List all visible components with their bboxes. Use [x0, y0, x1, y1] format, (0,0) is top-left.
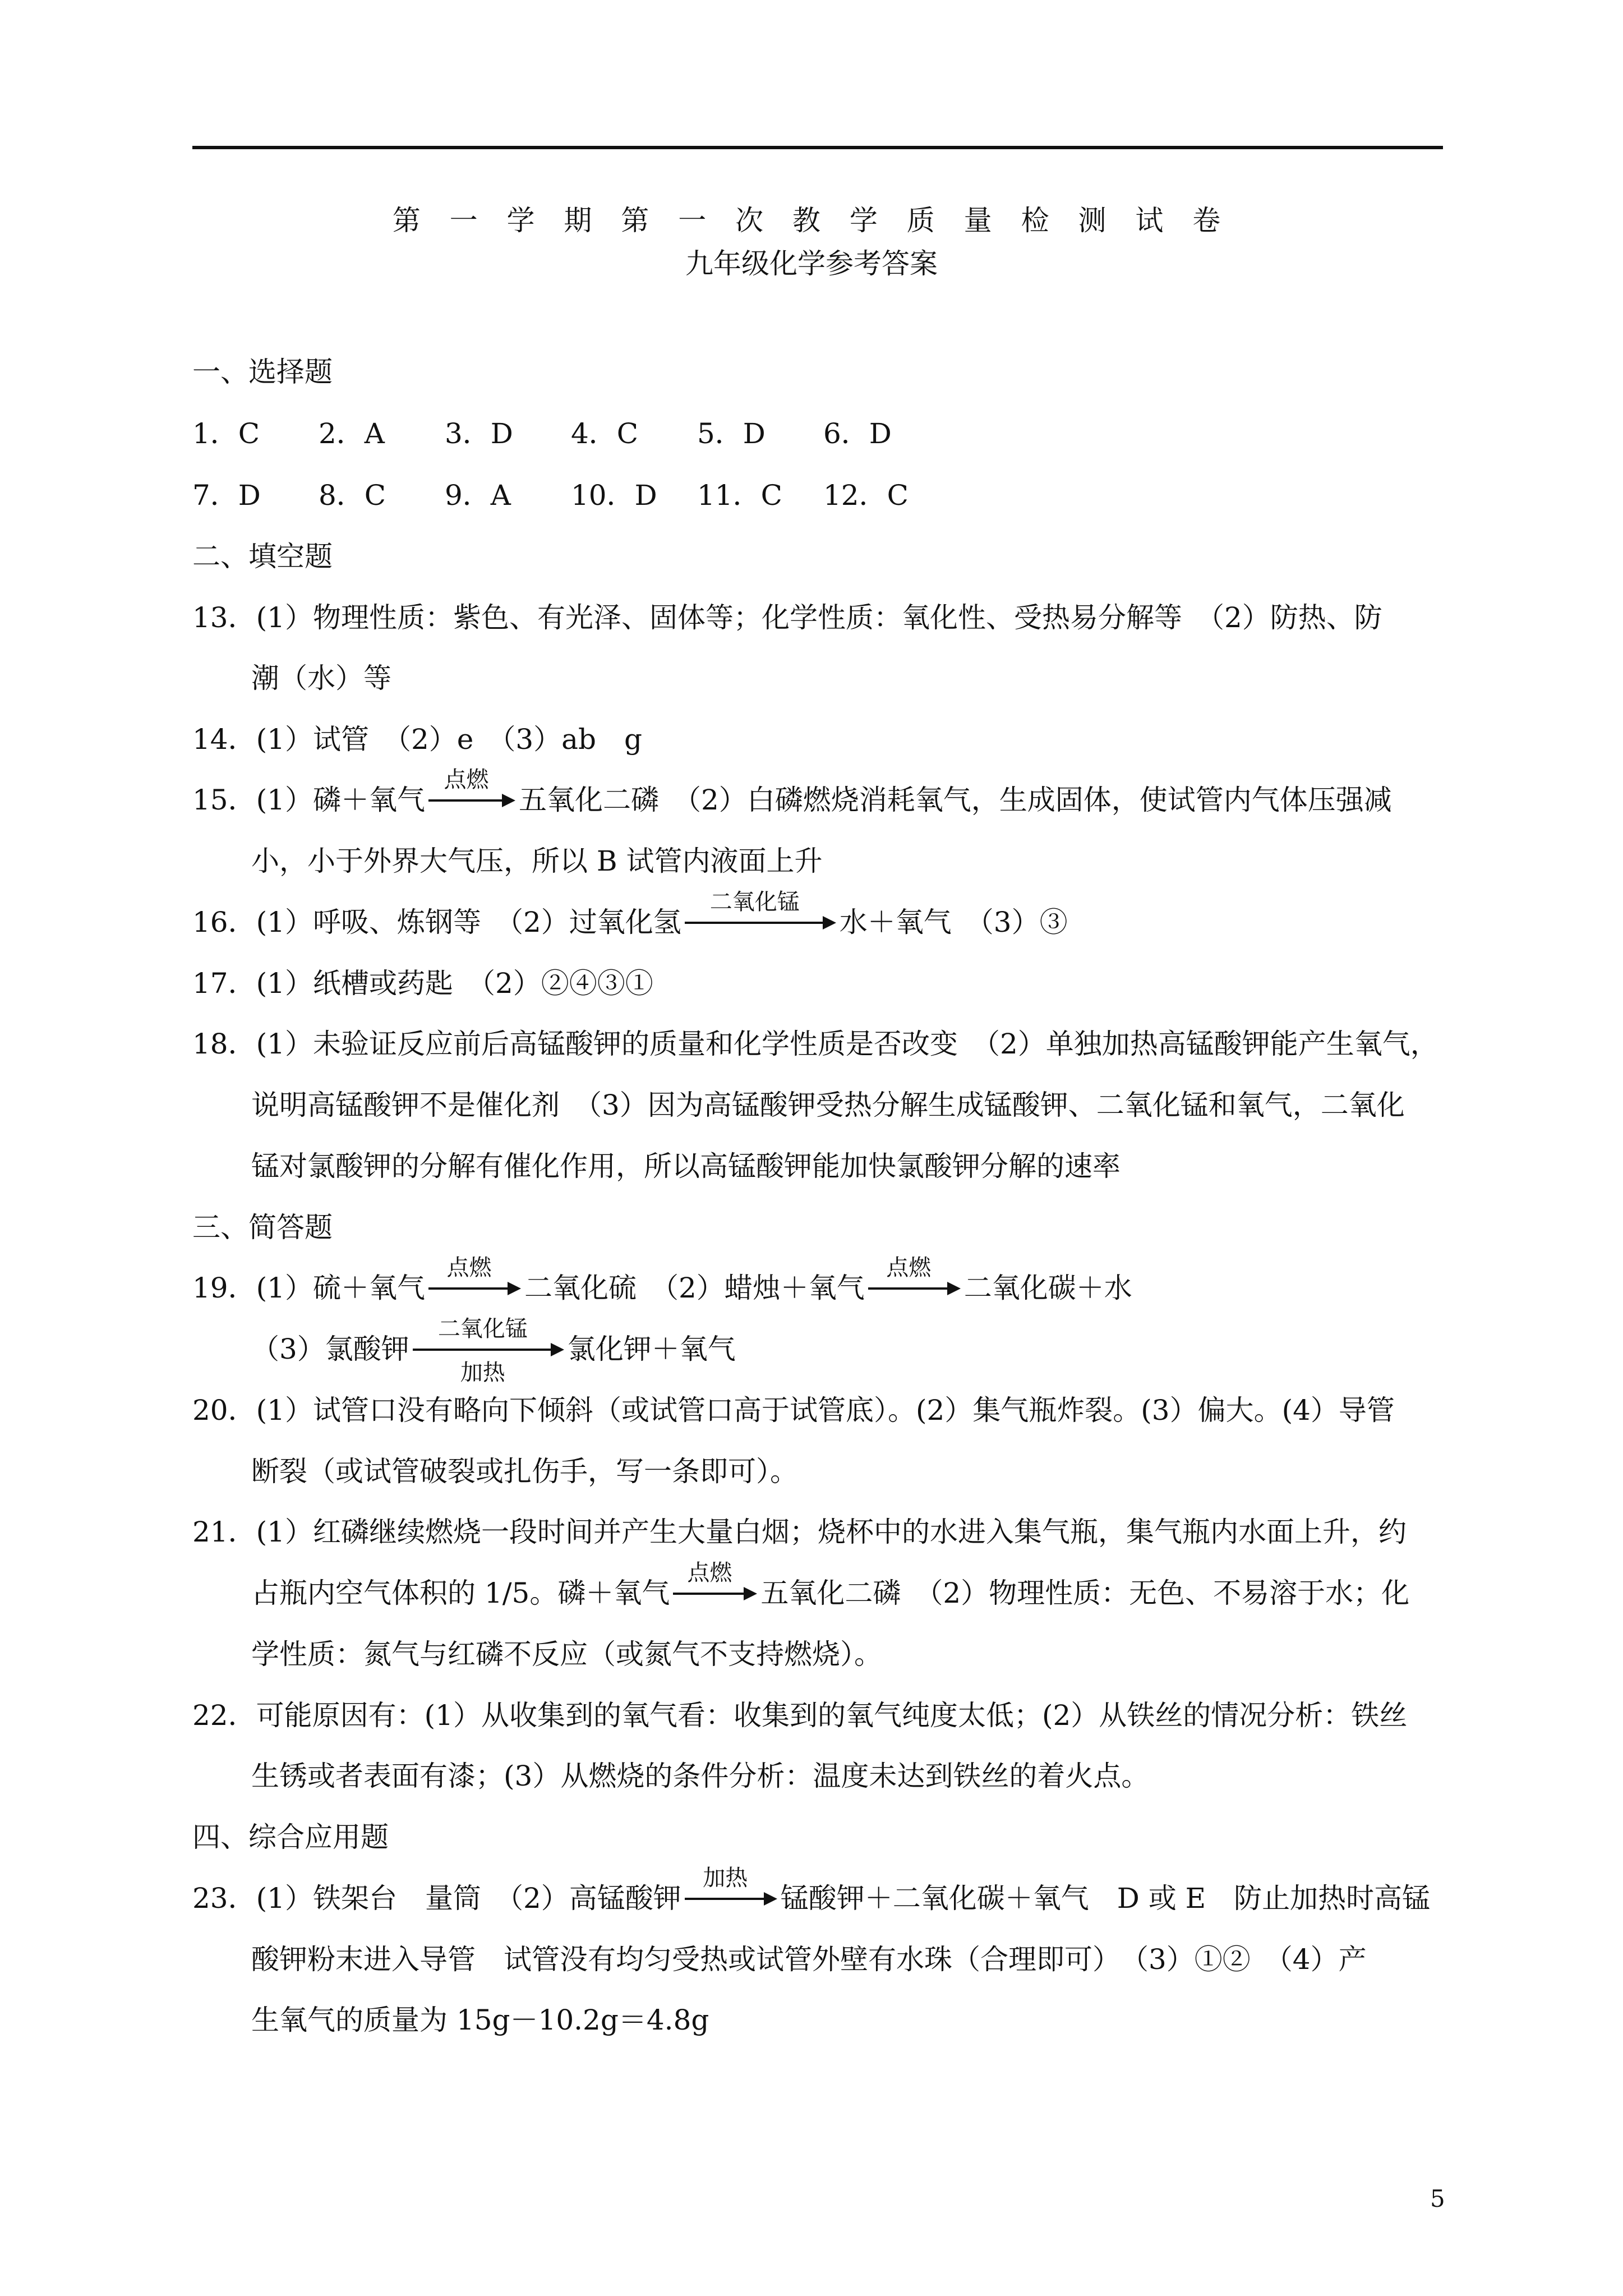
q19-text: 二氧化碳＋水 — [963, 1272, 1132, 1304]
answer: 8．C — [319, 479, 386, 512]
q23-line-2: 酸钾粉末进入导管 试管没有均匀受热或试管外壁有水珠（合理即可） （3）①② （4）产 — [251, 1943, 1367, 1976]
q21-text: 五氧化二磷 （2）物理性质：无色、不易溶于水；化 — [760, 1577, 1410, 1609]
answer: 4．C — [571, 417, 639, 450]
q19-text: 19．(1）硫＋氧气 — [192, 1272, 425, 1304]
q18-line-3: 锰对氯酸钾的分解有催化作用，所以高锰酸钾能加快氯酸钾分解的速率 — [251, 1150, 1121, 1182]
q23-line-1 — [192, 1865, 1431, 1918]
q17-line: 17．(1）纸槽或药匙 （2）②④③① — [192, 967, 653, 1000]
page-subtitle: 九年级化学参考答案 — [685, 247, 938, 280]
q18-line-2: 说明高锰酸钾不是催化剂 （3）因为高锰酸钾受热分解生成锰酸钾、二氧化锰和氧气，二氧化 — [251, 1089, 1405, 1121]
answer: 12．C — [823, 479, 909, 512]
reaction-condition: 点燃 — [687, 1560, 732, 1586]
q23-line-3: 生氧气的质量为 15g－10.2g＝4.8g — [251, 2004, 709, 2036]
reaction-condition: 点燃 — [444, 767, 489, 793]
section-heading-comprehensive: 四、综合应用题 — [192, 1821, 389, 1853]
q23-text: 锰酸钾＋二氧化碳＋氧气 D 或 E 防止加热时高锰 — [780, 1882, 1431, 1915]
section-heading-choice: 一、选择题 — [192, 356, 333, 388]
reaction-arrow — [673, 1560, 757, 1603]
q23-text: 23．(1）铁架台 量筒 （2）高锰酸钾 — [192, 1882, 681, 1915]
q19-line-2 — [251, 1316, 736, 1386]
q16-text: 16．(1）呼吸、炼钢等 （2）过氧化氢 — [192, 906, 681, 938]
page-number: 5 — [1430, 2185, 1445, 2212]
reaction-condition: 点燃 — [446, 1255, 492, 1281]
q19-text: 二氧化硫 （2）蜡烛＋氧气 — [524, 1272, 865, 1304]
answer: 6．D — [823, 417, 892, 450]
q18-line-1: 18．(1）未验证反应前后高锰酸钾的质量和化学性质是否改变 （2）单独加热高锰酸钾能产生氧气， — [192, 1028, 1438, 1060]
choice-row-1 — [192, 414, 949, 453]
answer: 2．A — [319, 417, 385, 450]
q15-line-1 — [192, 767, 1392, 820]
q21-line-2 — [251, 1560, 1410, 1613]
q21-line-1: 21．(1）红磷继续燃烧一段时间并产生大量白烟；烧杯中的水进入集气瓶，集气瓶内水面上升，约 — [192, 1516, 1407, 1548]
q21-line-3: 学性质：氮气与红磷不反应（或氮气不支持燃烧）。 — [251, 1638, 882, 1671]
reaction-arrow — [413, 1316, 564, 1386]
reaction-arrow — [428, 767, 515, 809]
reaction-condition: 加热 — [703, 1865, 748, 1891]
q20-line-2: 断裂（或试管破裂或扎伤手，写一条即可）。 — [251, 1455, 798, 1488]
choice-row-2 — [192, 476, 949, 515]
q22-line-1: 22．可能原因有：(1）从收集到的氧气看：收集到的氧气纯度太低；(2）从铁丝的情况分析：铁丝 — [192, 1699, 1408, 1732]
answer: 3．D — [445, 417, 513, 450]
reaction-arrow — [685, 1865, 777, 1908]
q21-text: 占瓶内空气体积的 1/5。磷＋氧气 — [251, 1577, 670, 1609]
answer: 11．C — [697, 479, 782, 512]
answer: 1．C — [192, 417, 260, 450]
page-title: 第 一 学 期 第 一 次 教 学 质 量 检 测 试 卷 — [392, 204, 1231, 237]
q19-text: 氯化钾＋氧气 — [567, 1333, 736, 1365]
q13-line-2: 潮（水）等 — [251, 662, 391, 694]
answer: 10．D — [571, 479, 657, 512]
reaction-condition: 点燃 — [886, 1255, 932, 1281]
q19-line-1 — [192, 1255, 1132, 1308]
reaction-condition: 加热 — [460, 1360, 505, 1386]
q22-line-2: 生锈或者表面有漆；(3）从燃烧的条件分析：温度未达到铁丝的着火点。 — [251, 1760, 1150, 1792]
q20-line-1: 20．(1）试管口没有略向下倾斜（或试管口高于试管底）。(2）集气瓶炸裂。(3）偏大。(4）导管 — [192, 1394, 1395, 1427]
reaction-condition: 二氧化锰 — [437, 1316, 528, 1342]
q13-line-1: 13．(1）物理性质：紫色、有光泽、固体等；化学性质：氧化性、受热易分解等 （2）防热、防 — [192, 601, 1382, 634]
q15-text: 五氧化二磷 （2）白磷燃烧消耗氧气，生成固体，使试管内气体压强减 — [518, 784, 1392, 816]
q16-text: 水＋氧气 （3）③ — [839, 906, 1068, 938]
reaction-condition: 二氧化锰 — [709, 889, 800, 915]
reaction-arrow — [868, 1255, 961, 1297]
q15-text: 15．(1）磷＋氧气 — [192, 784, 425, 816]
q15-line-2: 小，小于外界大气压，所以 B 试管内液面上升 — [251, 845, 823, 877]
reaction-arrow — [685, 889, 836, 932]
answer: 7．D — [192, 479, 261, 512]
section-heading-fill: 二、填空题 — [192, 540, 333, 573]
q19-text: （3）氯酸钾 — [251, 1333, 409, 1365]
top-rule — [192, 146, 1443, 149]
reaction-arrow — [428, 1255, 521, 1297]
answer: 5．D — [697, 417, 766, 450]
q14-line: 14．(1）试管 （2）e （3）ab g — [192, 723, 642, 756]
section-heading-short-answer: 三、简答题 — [192, 1211, 333, 1244]
answer: 9．A — [445, 479, 511, 512]
q16-line — [192, 889, 1068, 942]
